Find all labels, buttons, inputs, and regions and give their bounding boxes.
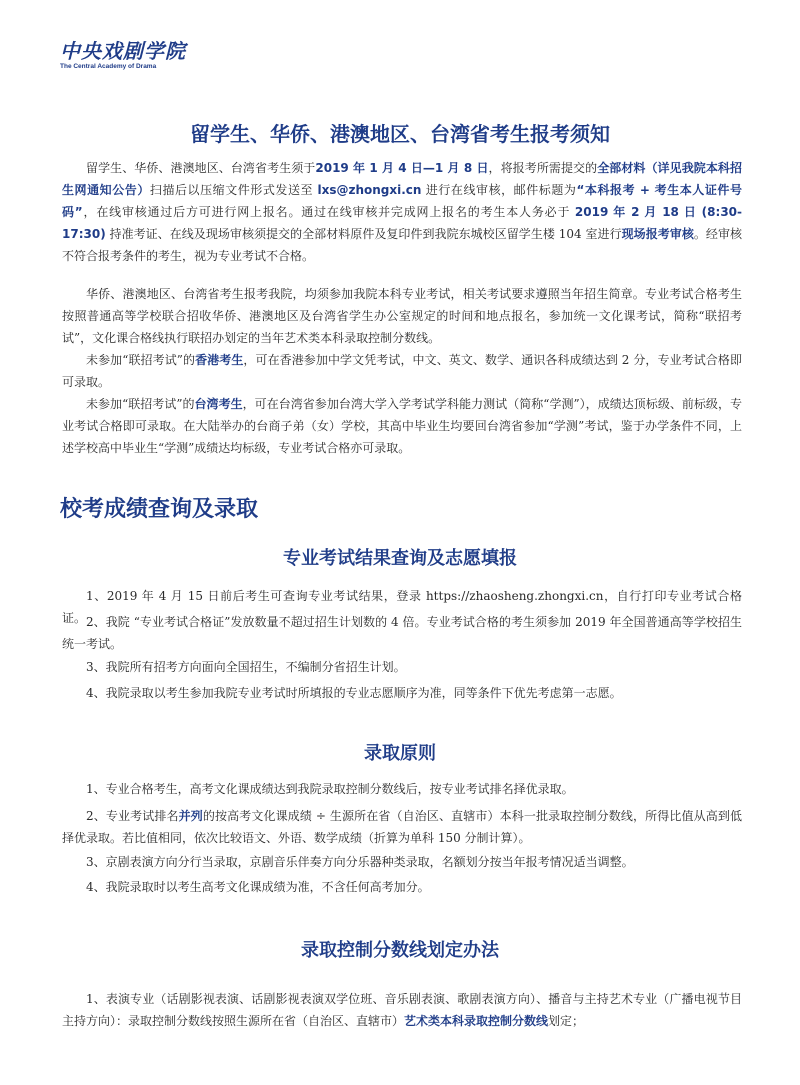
intro-paragraph [62,157,742,267]
list-item [62,988,742,1032]
list-item [62,876,742,898]
text-run: 2、我院 “专业考试合格证”发放数量不超过招生计划数的 4 倍。专业考试合格的考生须参加 2019 年全国普通高等学校招生统一考试。 [62,615,742,651]
logo-english: The Central Academy of Drama [60,63,157,70]
text-run: 划定； [548,1014,585,1028]
text-run: ，可在香港参加中学文凭考试，中文、英文、数学、通识各科成绩达到 2 分，专业考试合格即可录取。 [62,353,742,389]
text-run: 4、我院录取以考生参加我院专业考试时所填报的专业志愿顺序为准，同等条件下优先考虑第一志愿。 [86,686,622,700]
highlighted-text: 全部材料（详见我院本科招生网通知公告） [62,161,742,197]
section-title: 校考成绩查询及录取 [60,497,259,522]
text-run: 华侨、港澳地区、台湾省考生报考我院，均须参加我院本科专业考试，相关考试要求遵照当年招生简章。专业考试合格考生按照普通高等学校联合招收华侨、港澳地区及台湾省学生办公室规定的时间和地点报名，参加统一文化课考试，简称“联招考试”，文化课合格线执行联招办划定的当年艺术类本科录取控制分数线。 [62,287,742,345]
list-item [62,682,742,704]
page-title: 留学生、华侨、港澳地区、台湾省考生报考须知 [190,122,610,146]
text-run: 。经审核不符合报考条件的考生，视为专业考试不合格。 [62,227,742,263]
text-run: 进行在线审核，邮件标题为 [421,183,577,197]
text-run: 持准考证、在线及现场审核须提交的全部材料原件及复印件到我院东城校区留学生楼 104 室进行 [105,227,622,241]
text-run: 3、我院所有招考方向面向全国招生，不编制分省招生计划。 [86,660,406,674]
highlighted-text: 并列 [178,809,203,823]
text-run: ，可在台湾省参加台湾大学入学考试学科能力测试（简称“学测”），成绩达顶标级、前标级，专业考试合格即可录取。在大陆举办的台商子弟（女）学校，其高中毕业生均要回台湾省参加“学测”考试，鉴于办学条件不同，上述学校高中毕业生“学测”成绩达均标级，专业考试合格亦可录取。 [62,397,742,455]
highlighted-text: 2019 年 1 月 4 日—1 月 8 日 [315,161,489,175]
text-run: ，在线审核通过后方可进行网上报名。通过在线审核并完成网上报名的考生本人务必于 [82,205,575,219]
text-run: 扫描后以压缩文件形式发送至 [149,183,318,197]
text-run: 4、我院录取时以考生高考文化课成绩为准，不含任何高考加分。 [86,880,430,894]
subsection-title-exam-results: 专业考试结果查询及志愿填报 [283,548,517,569]
text-run: 3、京剧表演方向分行当录取，京剧音乐伴奏方向分乐器种类录取，名额划分按当年报考情况适当调整。 [86,855,634,869]
intro-paragraph [62,283,742,349]
highlighted-text: “本科报考 + 考生本人证件号码” [62,183,742,219]
text-run: 留学生、华侨、港澳地区、台湾省考生须于 [86,161,316,175]
text-run: 未参加“联招考试”的 [86,397,195,411]
highlighted-text: 艺术类本科录取控制分数线 [404,1014,549,1028]
text-run: 1、2019 年 4 月 15 日前后考生可查询专业考试结果，登录 https://zhaosheng.zhongxi.cn，自行打印专业考试合格证。 [62,589,742,625]
highlighted-text: 香港考生 [195,353,244,367]
text-run: ，将报考所需提交的 [488,161,598,175]
intro-paragraph [62,393,742,459]
list-item [62,611,742,655]
highlighted-text: 台湾考生 [194,397,243,411]
text-run: 1、表演专业（话剧影视表演、话剧影视表演双学位班、音乐剧表演、歌剧表演方向）、播音与主持艺术专业（广播电视节目主持方向）：录取控制分数线按照生源所在省（自治区、直辖市） [62,992,742,1028]
highlighted-text: lxs@zhongxi.cn [317,183,422,197]
text-run: 1、专业合格考生，高考文化课成绩达到我院录取控制分数线后，按专业考试排名择优录取。 [86,782,574,796]
intro-paragraph [62,349,742,393]
subsection-title-admission-principles: 录取原则 [364,743,436,764]
list-item [62,778,742,800]
subsection-title-score-lines: 录取控制分数线划定办法 [301,940,499,961]
logo-chinese: 中央戏剧学院 [60,39,186,63]
list-item [62,656,742,678]
highlighted-text: 2019 年 2 月 18 日 (8:30-17:30) [62,205,742,241]
list-item [62,851,742,873]
academy-logo [60,40,186,71]
highlighted-text: 现场报考审核 [621,227,694,241]
text-run: 2、专业考试排名 [86,809,179,823]
text-run: 的按高考文化课成绩 ÷ 生源所在省（自治区、直辖市）本科一批录取控制分数线，所得比值从高到低择优录取。若比值相同，依次比较语文、外语、数学成绩（折算为单科 150 分制计算）。 [62,809,742,845]
text-run: 未参加“联招考试”的 [86,353,196,367]
list-item [62,805,742,849]
